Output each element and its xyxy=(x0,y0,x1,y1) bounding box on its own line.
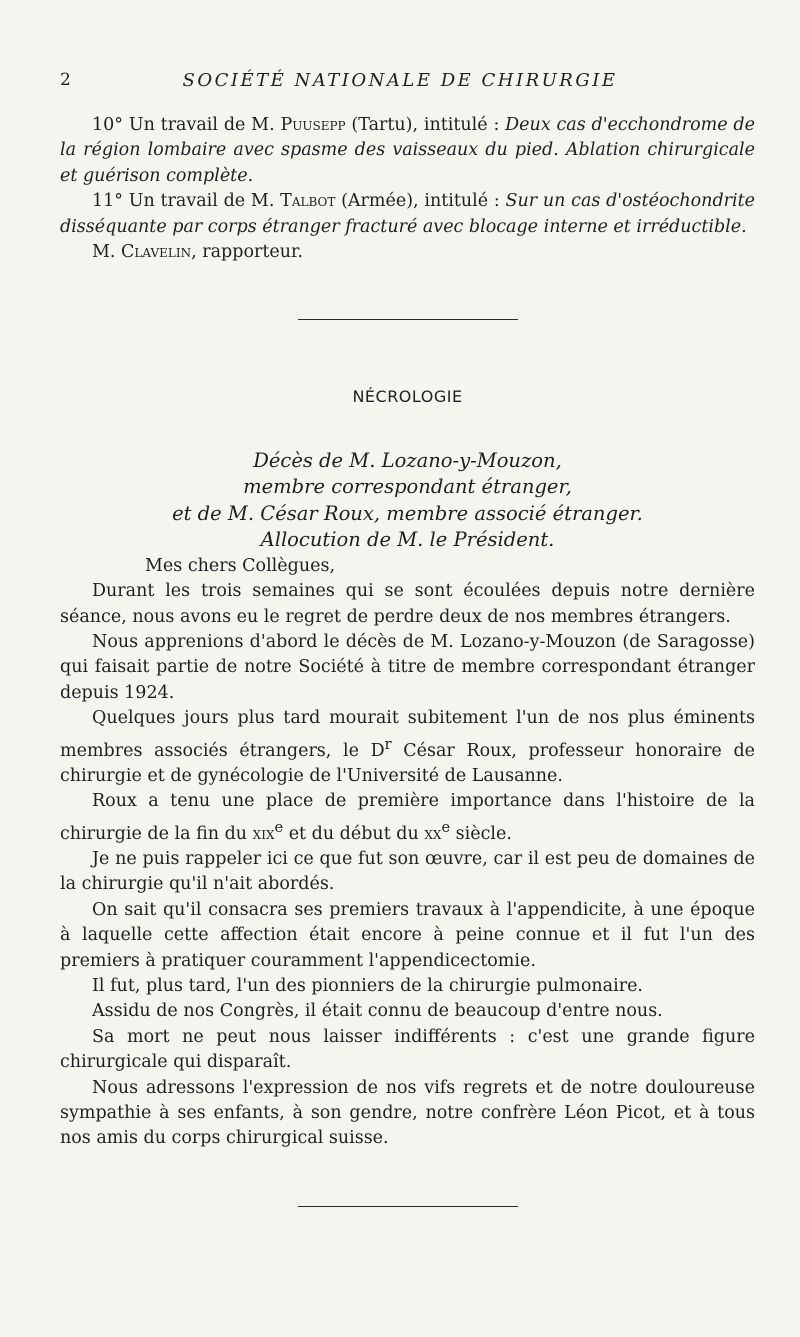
paragraph: Il fut, plus tard, l'un des pionniers de la chirurgie pulmonaire. xyxy=(92,976,643,996)
section-subheading xyxy=(60,448,755,554)
work-title: Deux cas d'ecchondrome de la région lombaire avec spasme des vaisseaux du pied. Ablation chirurgicale et guérison complète. xyxy=(60,115,755,186)
section-divider xyxy=(298,319,518,320)
author-name: Puusepp xyxy=(280,115,346,135)
paragraph: Je ne puis rappeler ici ce que fut son œuvre, car il est peu de domaines de la chirurgie qu'il n'ait abordés. xyxy=(60,848,755,895)
paragraph: Assidu de nos Congrès, il était connu de beaucoup d'entre nous. xyxy=(92,1001,663,1022)
greeting: Mes chers Collègues, xyxy=(145,555,336,576)
running-title: SOCIÉTÉ NATIONALE DE CHIRURGIE xyxy=(182,70,618,91)
rapporteur-line: M. Clavelin, rapporteur. xyxy=(92,242,304,263)
subheading-line: Décès de M. Lozano-y-Mouzon, xyxy=(253,448,562,472)
work-title: Sur un cas d'ostéochondrite disséquante par corps étranger fracturé avec blocage interne et irréductible. xyxy=(60,191,755,237)
page-number: 2 xyxy=(60,70,72,90)
paragraph: Quelques jours plus tard mourait subitement l'un de nos plus éminents membres associés étrangers, le $D^r$ César Roux, professeur honoraire de chirurgie et de gynécologie de l'Université de Lausanne. xyxy=(60,708,755,786)
page-content xyxy=(60,113,755,1207)
page-header xyxy=(60,70,740,94)
subheading-line: membre correspondant étranger, xyxy=(243,475,572,499)
rapporteur-name: Clavelin xyxy=(121,242,192,263)
list-item: 11° Un travail de M. Talbot (Armée), intitulé : Sur un cas d'ostéochondrite disséquante par corps étranger fracturé avec blocage interne et irréductible. xyxy=(60,191,755,237)
paragraph: Nous apprenions d'abord le décès de M. Lozano-y-Mouzon (de Saragosse) qui faisait partie de notre Société à titre de membre correspondant étranger depuis 1924. xyxy=(60,632,755,703)
paragraph: Roux a tenu une place de première importance dans l'histoire de la chirurgie de la fin du xix$^e$ et du début du $xx^e$ siècle. xyxy=(60,791,755,844)
author-name: Talbot xyxy=(280,191,336,212)
paragraph: Sa mort ne peut nous laisser indifférents : c'est une grande figure chirurgicale qui disparaît. xyxy=(60,1026,755,1073)
section-heading: NÉCROLOGIE xyxy=(352,387,463,407)
paragraph: Nous adressons l'expression de nos vifs regrets et de notre douloureuse sympathie à ses enfants, à son gendre, notre confrère Léon Picot, et à tous nos amis du corps chirurgical suisse. xyxy=(60,1077,755,1149)
paragraph: On sait qu'il consacra ses premiers travaux à l'appendicite, à une époque à laquelle cette affection était encore à peine connue et il fut l'un des premiers à pratiquer couramment l'appendicectomie. xyxy=(60,899,755,971)
subheading-line: et de M. César Roux, membre associé étranger. xyxy=(172,501,643,525)
allocution-title: Allocution de M. le Président. xyxy=(260,528,555,552)
list-item: 10° Un travail de M. Puusepp (Tartu), intitulé : Deux cas d'ecchondrome de la région lombaire avec spasme des vaisseaux du pied. Ablation chirurgicale et guérison complète. xyxy=(60,115,755,186)
end-divider xyxy=(298,1206,518,1207)
paragraph: Durant les trois semaines qui se sont écoulées depuis notre dernière séance, nous avons eu le regret de perdre deux de nos membres étrangers. xyxy=(60,581,755,627)
